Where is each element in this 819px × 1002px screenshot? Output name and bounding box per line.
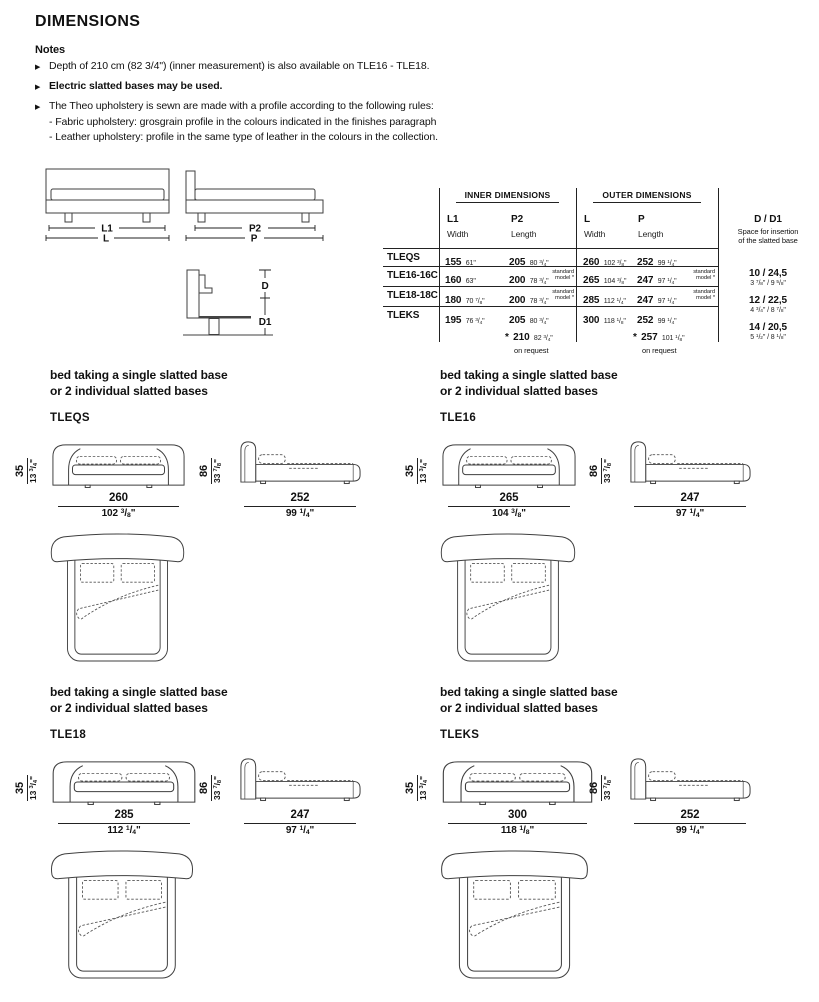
section-heading-line1: bed taking a single slatted base [440,685,618,699]
section-heading [440,685,618,716]
table-divider [439,188,440,342]
col-code-p: P [638,214,645,225]
row-model: TLE18-18C [387,290,438,301]
model-section [403,685,806,1002]
front-width-dimension: 300 118 $^1/_8$" [440,809,595,837]
standard-model-note: standard model * [552,269,574,281]
section-heading [440,368,618,399]
note-subitem: - Fabric upholstery: grosgrain profile in the colours indicated in the finishes paragraph [49,116,437,128]
section-heading-line2: or 2 individual slatted bases [50,700,208,715]
col-label-l1: Width [447,229,469,239]
bullet-icon: ▶ [35,63,41,71]
section-heading-line2: or 2 individual slatted bases [440,700,598,715]
col-label-p2: Length [511,229,537,239]
bed-side-view-drawing [236,438,364,485]
side-height-dimension: 86 33 $^7/_8$" [197,776,223,800]
bed-front-view-drawing [50,759,198,805]
side-depth-dimension: 252 99 $^1/_4$" [626,809,754,837]
model-name: TLE16 [440,412,477,424]
bed-plan-view-drawing [48,848,196,980]
note-item: ▶ The Theo upholstery is sewn are made with a profile according to the following rules: [35,100,434,112]
inner-dimensions-header: INNER DIMENSIONS [439,190,576,203]
section-heading-line2: or 2 individual slatted bases [440,383,598,398]
row-model: TLEKS [387,310,420,321]
bullet-icon: ▶ [35,83,41,91]
standard-model-note: standard model * [693,269,715,281]
bed-front-view-drawing [440,442,578,488]
standard-model-note: standard model * [552,289,574,301]
dd1-header: D / D1 [754,214,782,225]
note-subitem: - Leather upholstery: profile in the same type of leather in the colours in the collection. [49,131,438,143]
front-height-dimension: 35 13 $^3/_4$" [13,776,39,800]
row-model: TLEQS [387,252,420,263]
table-divider [718,188,719,342]
side-height-dimension: 86 33 $^7/_8$" [587,459,613,483]
note-item: ▶ Electric slatted bases may be used. [35,80,223,92]
bed-plan-view-drawing [438,848,591,980]
notes-heading: Notes [35,44,66,56]
model-section [13,368,416,685]
section-heading-line2: or 2 individual slatted bases [50,383,208,398]
bed-front-view-drawing [440,759,595,805]
section-heading-line1: bed taking a single slatted base [50,368,228,382]
front-height-dimension: 35 13 $^3/_4$" [403,776,429,800]
bed-plan-view-drawing [48,531,187,663]
dimensions-table: INNER DIMENSIONS OUTER DIMENSIONS L1 P2 L P Width Length Width Length D / D1 Space for insertion of the slatted base TLEQS 155 61" 205 80 $^3/_4$" 260 102 $^3/_8$" 252 99 $^1/_4$" TLE16-16C 160 63" 200 78 $^3/_4$" standard model * 265 104 $^3/_8$" 247 97 $^1/_4$" standard model * TLE18-18C 180 70 $^7/_8$" 200 78 $^3/_4$" standard model * 285 112 $^1/_4$" 247 97 $^1/_4$" standard model * TLEKS 195 76 $^3/_4$" 205 80 $^3/_4$" 300 118 $^1/_8$" 252 99 $^1/_4$" * 210 82 $^3/_4$" on request * 257 101 $^1/_8$" on request 10 / 24,5 3 $^7/_8$" / 9 $^5/_8$" 12 / 22,5 4 $^3/_4$" / 8 $^7/_8$" 14 / 20,5 5 $^1/_2$" / 8 $^1/_8$" [383,188,819,350]
section-heading-line1: bed taking a single slatted base [50,685,228,699]
side-depth-dimension: 252 99 $^1/_4$" [236,492,364,520]
front-height-dimension: 35 13 $^3/_4$" [403,459,429,483]
front-width-dimension: 285 112 $^1/_4$" [50,809,198,837]
side-height-dimension: 86 33 $^7/_8$" [587,776,613,800]
section-heading [50,368,228,399]
dim-label-d: D [261,281,269,292]
table-divider [576,188,577,342]
page-title: DIMENSIONS [35,13,141,30]
dd1-value: 14 / 20,5 5 $^1/_2$" / 8 $^1/_8$" [748,322,788,342]
note-item: ▶ Depth of 210 cm (82 3/4") (inner measurement) is also available on TLE16 - TLE18. [35,60,430,72]
col-code-p2: P2 [511,214,524,225]
section-heading-line1: bed taking a single slatted base [440,368,618,382]
dimension-schematic-drawing [40,165,340,355]
dim-label-p: P [250,233,258,245]
side-height-dimension: 86 33 $^7/_8$" [197,459,223,483]
col-label-p: Length [638,229,664,239]
standard-model-note: standard model * [693,289,715,301]
col-code-l: L [584,214,591,225]
side-depth-dimension: 247 97 $^1/_4$" [626,492,754,520]
dim-label-p2: P2 [248,223,262,235]
bullet-icon: ▶ [35,103,41,111]
front-width-dimension: 265 104 $^3/_8$" [440,492,578,520]
bed-side-view-drawing [626,755,754,802]
model-section [13,685,416,1002]
row-model: TLE16-16C [387,270,438,281]
model-name: TLE18 [50,729,87,741]
on-request-p2: * 210 82 $^3/_4$" on request [505,332,553,355]
bed-plan-view-drawing [438,531,578,663]
section-heading [50,685,228,716]
dim-label-d1: D1 [258,317,272,328]
col-code-l1: L1 [447,214,459,225]
model-section [403,368,806,685]
dd1-note: Space for insertion of the slatted base [737,227,799,245]
bed-front-view-drawing [50,442,187,488]
front-height-dimension: 35 13 $^3/_4$" [13,459,39,483]
dd1-value: 10 / 24,5 3 $^7/_8$" / 9 $^5/_8$" [748,268,788,288]
model-name: TLEQS [50,412,90,424]
dd1-value: 12 / 22,5 4 $^3/_4$" / 8 $^7/_8$" [748,295,788,315]
front-width-dimension: 260 102 $^3/_8$" [50,492,187,520]
table-rule [383,248,718,249]
dim-label-l: L [102,233,110,245]
bed-side-view-drawing [626,438,754,485]
col-label-l: Width [584,229,606,239]
bed-side-view-drawing [236,755,364,802]
model-name: TLEKS [440,729,480,741]
dim-label-l1: L1 [101,223,113,235]
side-depth-dimension: 247 97 $^1/_4$" [236,809,364,837]
on-request-p: * 257 101 $^1/_8$" on request [633,332,685,355]
outer-dimensions-header: OUTER DIMENSIONS [576,190,718,203]
